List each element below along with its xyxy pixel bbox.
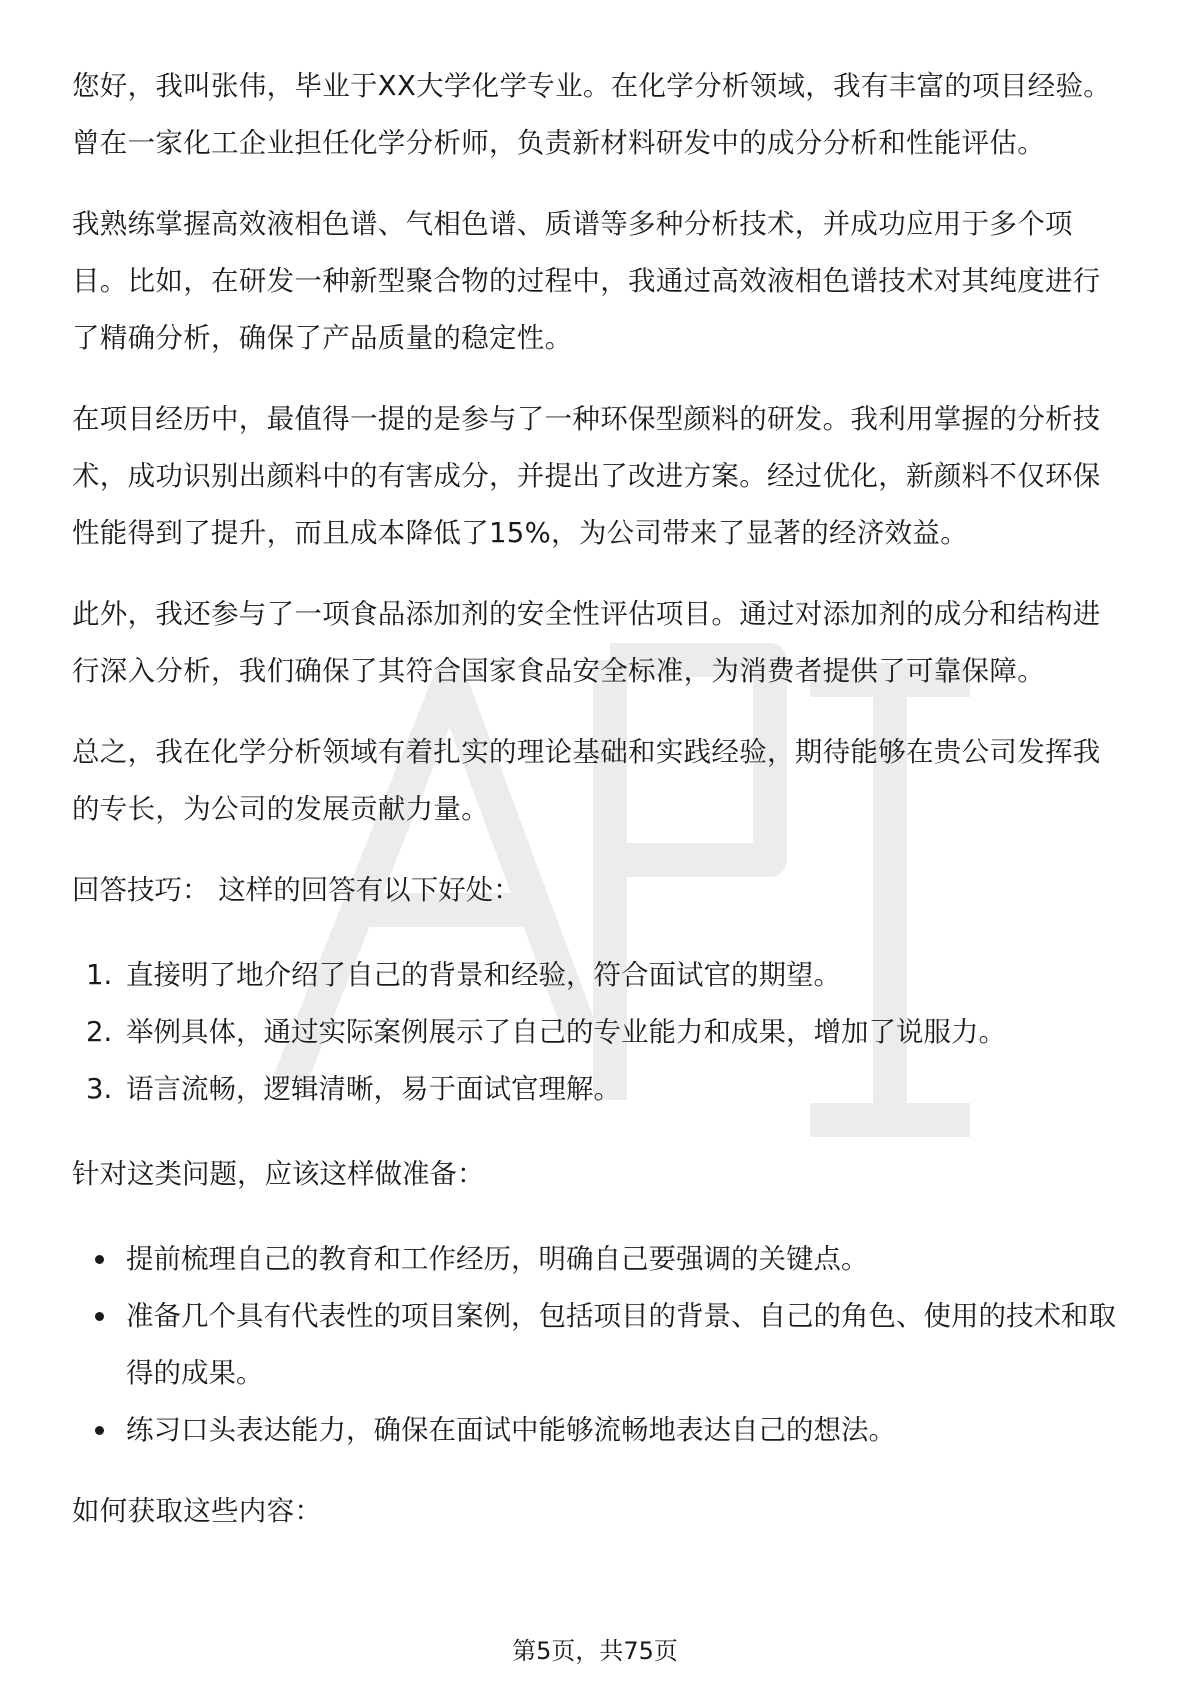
bullet-icon: [95, 1312, 104, 1321]
prep-list: [72, 1231, 1122, 1459]
prep-heading: 针对这类问题，应该这样做准备：: [72, 1158, 485, 1190]
list-number: 3.: [86, 1073, 113, 1105]
tips-heading: 回答技巧： 这样的回答有以下好处：: [72, 874, 521, 906]
paragraph-intro: 您好，我叫张伟，毕业于XX大学化学专业。在化学分析领域，我有丰富的项目经验。曾在一家化工企业担任化学分析师，负责新材料研发中的成分分析和性能评估。: [72, 70, 1112, 159]
list-number: 1.: [86, 959, 113, 991]
list-item-text: 直接明了地介绍了自己的背景和经验，符合面试官的期望。: [126, 959, 841, 991]
bullet-icon: [95, 1255, 104, 1264]
list-item: [72, 1004, 1122, 1061]
list-item-text: 练习口头表达能力，确保在面试中能够流畅地表达自己的想法。: [126, 1414, 896, 1446]
list-item: [72, 1402, 1122, 1459]
list-item-text: 语言流畅，逻辑清晰，易于面试官理解。: [126, 1073, 621, 1105]
list-item: [72, 1061, 1122, 1118]
list-number: 2.: [86, 1016, 113, 1048]
paragraph-summary: 总之，我在化学分析领域有着扎实的理论基础和实践经验，期待能够在贵公司发挥我的专长，为公司的发展贡献力量。: [72, 736, 1101, 825]
list-item-text: 提前梳理自己的教育和工作经历，明确自己要强调的关键点。: [126, 1243, 869, 1275]
bullet-icon: [95, 1426, 104, 1435]
list-item-text: 准备几个具有代表性的项目案例，包括项目的背景、自己的角色、使用的技术和取得的成果。: [126, 1300, 1116, 1389]
list-item: [72, 947, 1122, 1004]
list-item-text: 举例具体，通过实际案例展示了自己的专业能力和成果，增加了说服力。: [126, 1016, 1006, 1048]
list-item: [72, 1231, 1122, 1288]
paragraph-project: 在项目经历中，最值得一提的是参与了一种环保型颜料的研发。我利用掌握的分析技术，成功识别出颜料中的有害成分，并提出了改进方案。经过优化，新颜料不仅环保性能得到了提升，而且成本降低了15%，为公司带来了显著的经济效益。: [72, 403, 1101, 549]
list-item: [72, 1288, 1122, 1402]
paragraph-food-additive: 此外，我还参与了一项食品添加剂的安全性评估项目。通过对添加剂的成分和结构进行深入分析，我们确保了其符合国家食品安全标准，为消费者提供了可靠保障。: [72, 598, 1101, 687]
page-number-footer: 第5页，共75页: [512, 1637, 678, 1665]
document-page: [72, 58, 1122, 1564]
tips-list: [72, 947, 1122, 1118]
paragraph-techniques: 我熟练掌握高效液相色谱、气相色谱、质谱等多种分析技术，并成功应用于多个项目。比如，在研发一种新型聚合物的过程中，我通过高效液相色谱技术对其纯度进行了精确分析，确保了产品质量的稳定性。: [72, 208, 1101, 354]
closing-heading: 如何获取这些内容：: [72, 1495, 323, 1527]
